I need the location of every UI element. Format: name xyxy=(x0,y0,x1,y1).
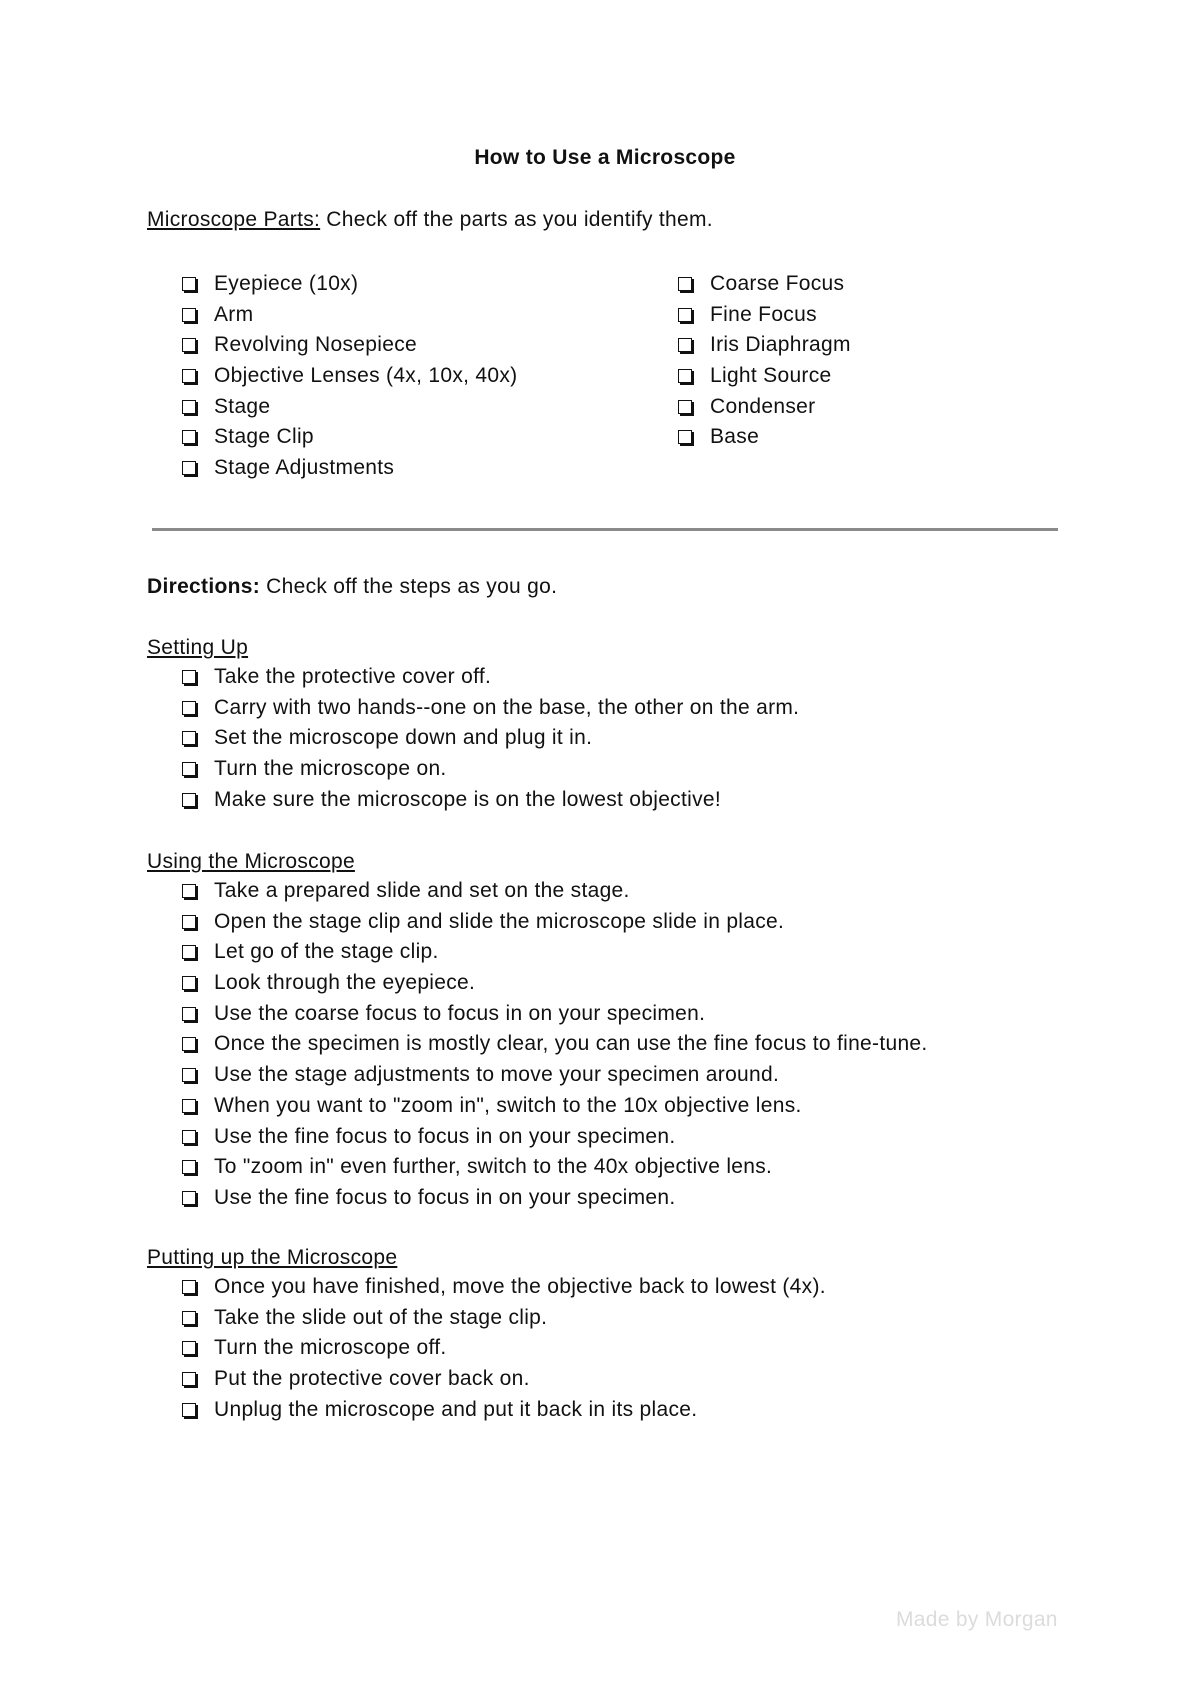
checkbox-icon[interactable] xyxy=(182,277,196,291)
step-item-label: Open the stage clip and slide the microscope slide in place. xyxy=(214,909,785,933)
checkbox-icon[interactable] xyxy=(182,1007,196,1021)
steps-setting-up xyxy=(182,662,799,815)
footer-credit: Made by Morgan xyxy=(896,1608,1058,1631)
checkbox-icon[interactable] xyxy=(182,1099,196,1113)
checkbox-icon[interactable] xyxy=(182,670,196,684)
part-item-label: Objective Lenses (4x, 10x, 40x) xyxy=(214,364,518,388)
step-item-label: Turn the microscope off. xyxy=(214,1336,447,1360)
part-item xyxy=(182,300,517,331)
part-item-label: Arm xyxy=(214,302,254,326)
checkbox-icon[interactable] xyxy=(678,369,692,383)
part-item-label: Stage xyxy=(214,394,271,418)
step-item-label: Take the protective cover off. xyxy=(214,665,492,688)
step-item-label: Unplug the microscope and put it back in its place. xyxy=(214,1397,698,1421)
part-item xyxy=(678,330,851,361)
step-item xyxy=(182,1183,928,1214)
checkbox-icon[interactable] xyxy=(182,1191,196,1205)
step-item-label: Once the specimen is mostly clear, you can use the fine focus to fine-tune. xyxy=(214,1032,928,1056)
step-item-label: Carry with two hands--one on the base, the other on the arm. xyxy=(214,695,800,719)
step-item xyxy=(182,907,928,938)
step-item-label: Look through the eyepiece. xyxy=(214,971,476,995)
step-item xyxy=(182,1152,928,1183)
step-item-label: Once you have finished, move the objective back to lowest (4x). xyxy=(214,1275,826,1298)
checkbox-icon[interactable] xyxy=(678,277,692,291)
section-heading-putting-up: Putting up the Microscope xyxy=(147,1246,398,1269)
part-item xyxy=(182,422,517,453)
checkbox-icon[interactable] xyxy=(182,1280,196,1294)
part-item-label: Condenser xyxy=(710,394,816,418)
step-item xyxy=(182,1060,928,1091)
parts-list-right xyxy=(678,269,851,453)
step-item xyxy=(182,1091,928,1122)
part-item-label: Stage Clip xyxy=(214,425,314,449)
step-item xyxy=(182,937,928,968)
step-item-label: Make sure the microscope is on the lowest objective! xyxy=(214,787,721,811)
checkbox-icon[interactable] xyxy=(182,308,196,322)
checkbox-icon[interactable] xyxy=(678,400,692,414)
checkbox-icon[interactable] xyxy=(182,976,196,990)
parts-intro xyxy=(147,208,713,232)
step-item xyxy=(182,785,799,816)
section-heading-setting-up: Setting Up xyxy=(147,636,249,659)
step-item xyxy=(182,1333,826,1364)
step-item xyxy=(182,662,799,693)
checkbox-icon[interactable] xyxy=(182,793,196,807)
checkbox-icon[interactable] xyxy=(182,1341,196,1355)
part-item xyxy=(182,392,517,423)
part-item xyxy=(678,361,851,392)
checkbox-icon[interactable] xyxy=(182,1130,196,1144)
checkbox-icon[interactable] xyxy=(182,945,196,959)
checkbox-icon[interactable] xyxy=(182,731,196,745)
parts-list-left xyxy=(182,269,517,484)
part-item-label: Revolving Nosepiece xyxy=(214,333,417,357)
section-divider xyxy=(152,528,1058,531)
step-item-label: Set the microscope down and plug it in. xyxy=(214,726,593,750)
checkbox-icon[interactable] xyxy=(182,338,196,352)
checkbox-icon[interactable] xyxy=(182,400,196,414)
directions-instruction: Check off the steps as you go. xyxy=(266,575,558,598)
part-item xyxy=(678,422,851,453)
part-item-label: Iris Diaphragm xyxy=(710,333,851,357)
checkbox-icon[interactable] xyxy=(182,1160,196,1174)
step-item xyxy=(182,1395,826,1426)
step-item-label: When you want to "zoom in", switch to the 10x objective lens. xyxy=(214,1093,802,1117)
checkbox-icon[interactable] xyxy=(182,1372,196,1386)
checkbox-icon[interactable] xyxy=(678,308,692,322)
step-item-label: Take a prepared slide and set on the stage. xyxy=(214,879,630,902)
part-item xyxy=(182,361,517,392)
part-item xyxy=(678,300,851,331)
checkbox-icon[interactable] xyxy=(182,915,196,929)
step-item-label: Use the fine focus to focus in on your specimen. xyxy=(214,1185,676,1209)
checkbox-icon[interactable] xyxy=(182,461,196,475)
step-item xyxy=(182,876,928,907)
step-item xyxy=(182,754,799,785)
part-item-label: Base xyxy=(710,425,760,449)
checkbox-icon[interactable] xyxy=(182,430,196,444)
step-item-label: Take the slide out of the stage clip. xyxy=(214,1305,548,1329)
step-item-label: To "zoom in" even further, switch to the 40x objective lens. xyxy=(214,1155,773,1179)
step-item xyxy=(182,999,928,1030)
step-item xyxy=(182,968,928,999)
step-item xyxy=(182,1122,928,1153)
step-item xyxy=(182,723,799,754)
steps-putting-up xyxy=(182,1272,826,1425)
checkbox-icon[interactable] xyxy=(182,701,196,715)
checkbox-icon[interactable] xyxy=(182,884,196,898)
checkbox-icon[interactable] xyxy=(182,369,196,383)
step-item-label: Use the stage adjustments to move your specimen around. xyxy=(214,1063,780,1087)
checkbox-icon[interactable] xyxy=(182,1311,196,1325)
checkbox-icon[interactable] xyxy=(678,338,692,352)
step-item-label: Use the fine focus to focus in on your specimen. xyxy=(214,1124,676,1148)
parts-instruction: Check off the parts as you identify them. xyxy=(326,208,713,231)
part-item xyxy=(182,330,517,361)
page-title: How to Use a Microscope xyxy=(474,146,736,169)
part-item-label: Stage Adjustments xyxy=(214,456,395,480)
part-item-label: Coarse Focus xyxy=(710,272,845,295)
directions-label: Directions: xyxy=(147,575,260,598)
part-item xyxy=(182,453,517,484)
section-heading-using: Using the Microscope xyxy=(147,850,355,873)
step-item-label: Put the protective cover back on. xyxy=(214,1367,530,1391)
step-item-label: Let go of the stage clip. xyxy=(214,940,439,964)
step-item-label: Turn the microscope on. xyxy=(214,757,447,781)
steps-using xyxy=(182,876,928,1214)
checkbox-icon[interactable] xyxy=(182,762,196,776)
step-item xyxy=(182,1029,928,1060)
part-item xyxy=(678,269,851,300)
checkbox-icon[interactable] xyxy=(182,1037,196,1051)
part-item-label: Fine Focus xyxy=(710,302,817,326)
step-item xyxy=(182,1364,826,1395)
part-item xyxy=(678,392,851,423)
parts-heading: Microscope Parts: xyxy=(147,208,321,231)
part-item-label: Eyepiece (10x) xyxy=(214,272,359,295)
step-item xyxy=(182,693,799,724)
checkbox-icon[interactable] xyxy=(182,1068,196,1082)
checkbox-icon[interactable] xyxy=(678,430,692,444)
part-item-label: Light Source xyxy=(710,364,832,388)
part-item xyxy=(182,269,517,300)
directions xyxy=(147,575,557,599)
step-item-label: Use the coarse focus to focus in on your specimen. xyxy=(214,1001,706,1025)
step-item xyxy=(182,1272,826,1303)
step-item xyxy=(182,1303,826,1334)
checkbox-icon[interactable] xyxy=(182,1403,196,1417)
